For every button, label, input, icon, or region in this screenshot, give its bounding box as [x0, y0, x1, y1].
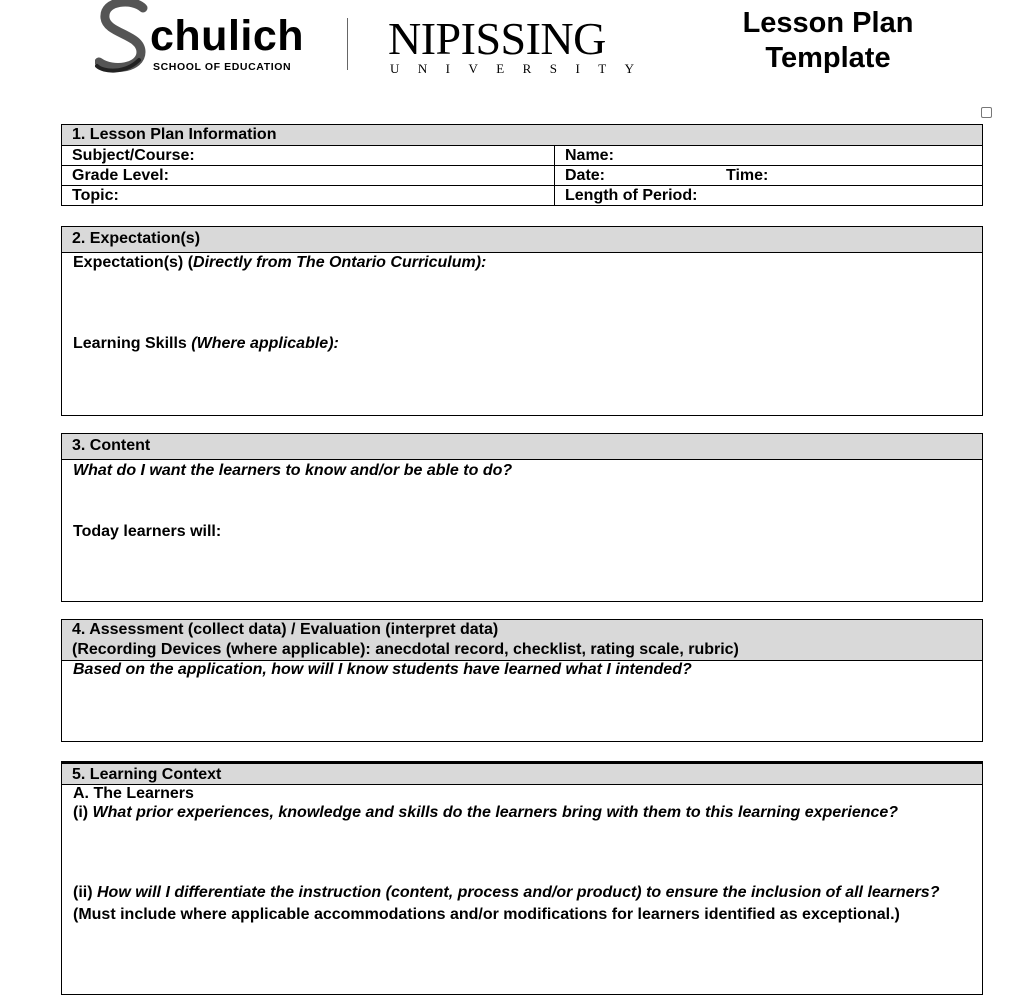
university-letter: U	[390, 61, 400, 76]
section-3-heading: 3. Content	[62, 434, 982, 460]
differentiation-question	[73, 882, 968, 926]
expectations-source: Directly from The Ontario Curriculum):	[193, 254, 487, 271]
length-of-period-label: Length of Period:	[565, 187, 698, 204]
learning-skills-label: Learning Skills	[73, 335, 192, 352]
form-checkbox[interactable]	[981, 107, 992, 118]
schulich-s-logo-icon	[95, 0, 155, 74]
university-letter: V	[468, 61, 478, 76]
university-letter: Y	[624, 61, 634, 76]
university-letter: E	[496, 61, 505, 76]
learning-context-body[interactable]	[62, 785, 982, 926]
expectations-body[interactable]	[62, 253, 982, 413]
university-letter: T	[598, 61, 607, 76]
university-letter: N	[417, 61, 428, 76]
section-4-heading-line1: 4. Assessment (collect data) / Evaluation (interpret data)	[72, 621, 499, 638]
name-field[interactable]	[555, 146, 982, 165]
logo-divider	[347, 18, 348, 70]
section-1-heading: 1. Lesson Plan Information	[62, 125, 982, 146]
section-2-heading: 2. Expectation(s)	[62, 227, 982, 253]
university-letter: R	[522, 61, 532, 76]
nipissing-logo-text: NIPISSING	[388, 13, 606, 64]
the-learners-subheading: A. The Learners	[73, 785, 194, 802]
name-label: Name:	[565, 147, 614, 164]
assessment-question: Based on the application, how will I know students have learned what I intended?	[73, 661, 692, 678]
university-letter: I	[445, 61, 450, 76]
section-expectations	[61, 226, 983, 416]
content-body[interactable]	[62, 460, 982, 600]
section-content	[61, 433, 983, 602]
document-title-line1: Lesson Plan	[742, 7, 914, 39]
schulich-logo-text: chulich	[150, 12, 305, 60]
document-title	[720, 6, 936, 76]
date-time-field[interactable]	[555, 166, 982, 185]
section-assessment	[61, 619, 983, 742]
today-learners-will-label: Today learners will:	[73, 523, 222, 540]
section-4-heading-line2: (Recording Devices (where applicable): anecdotal record, checklist, rating scale, rubric)	[72, 641, 739, 658]
section-lesson-plan-information	[61, 124, 983, 206]
question-ii-prefix: (ii)	[73, 884, 97, 901]
question-i-text: What prior experiences, knowledge and skills do the learners bring with them to this learning experience?	[92, 804, 899, 821]
question-i-prefix: (i)	[73, 804, 93, 821]
learning-skills-note: (Where applicable):	[191, 335, 339, 352]
document-title-line2: Template	[765, 42, 891, 74]
prior-experience-question	[73, 802, 953, 824]
university-logo-text	[390, 61, 634, 77]
topic-field[interactable]: Topic:	[62, 186, 555, 205]
assessment-body[interactable]	[62, 661, 982, 739]
section-learning-context	[61, 761, 983, 995]
expectations-label: Expectation(s) (	[73, 254, 194, 271]
subject-course-field[interactable]: Subject/Course:	[62, 146, 555, 165]
time-label: Time:	[726, 167, 769, 184]
grade-level-field[interactable]: Grade Level:	[62, 166, 555, 185]
university-letter: S	[549, 61, 557, 76]
question-ii-note: (Must include where applicable accommodations and/or modifications for learners identified as exceptional.)	[73, 906, 900, 923]
schulich-subtitle: SCHOOL OF EDUCATION	[153, 61, 292, 73]
university-letter: I	[575, 61, 580, 76]
table-row	[62, 166, 982, 186]
question-ii-italic: How will I differentiate the instruction (content, process and/or product) to ensure the inclusion of all learners?	[97, 884, 940, 901]
section-4-heading	[62, 620, 982, 661]
length-of-period-field[interactable]	[555, 186, 982, 205]
table-row	[62, 146, 982, 166]
date-label: Date:	[565, 167, 606, 184]
learning-skills-prompt	[73, 335, 339, 353]
content-question: What do I want the learners to know and/or be able to do?	[73, 462, 513, 479]
section-5-heading: 5. Learning Context	[62, 764, 982, 785]
table-row	[62, 186, 982, 205]
expectations-prompt	[73, 254, 486, 272]
